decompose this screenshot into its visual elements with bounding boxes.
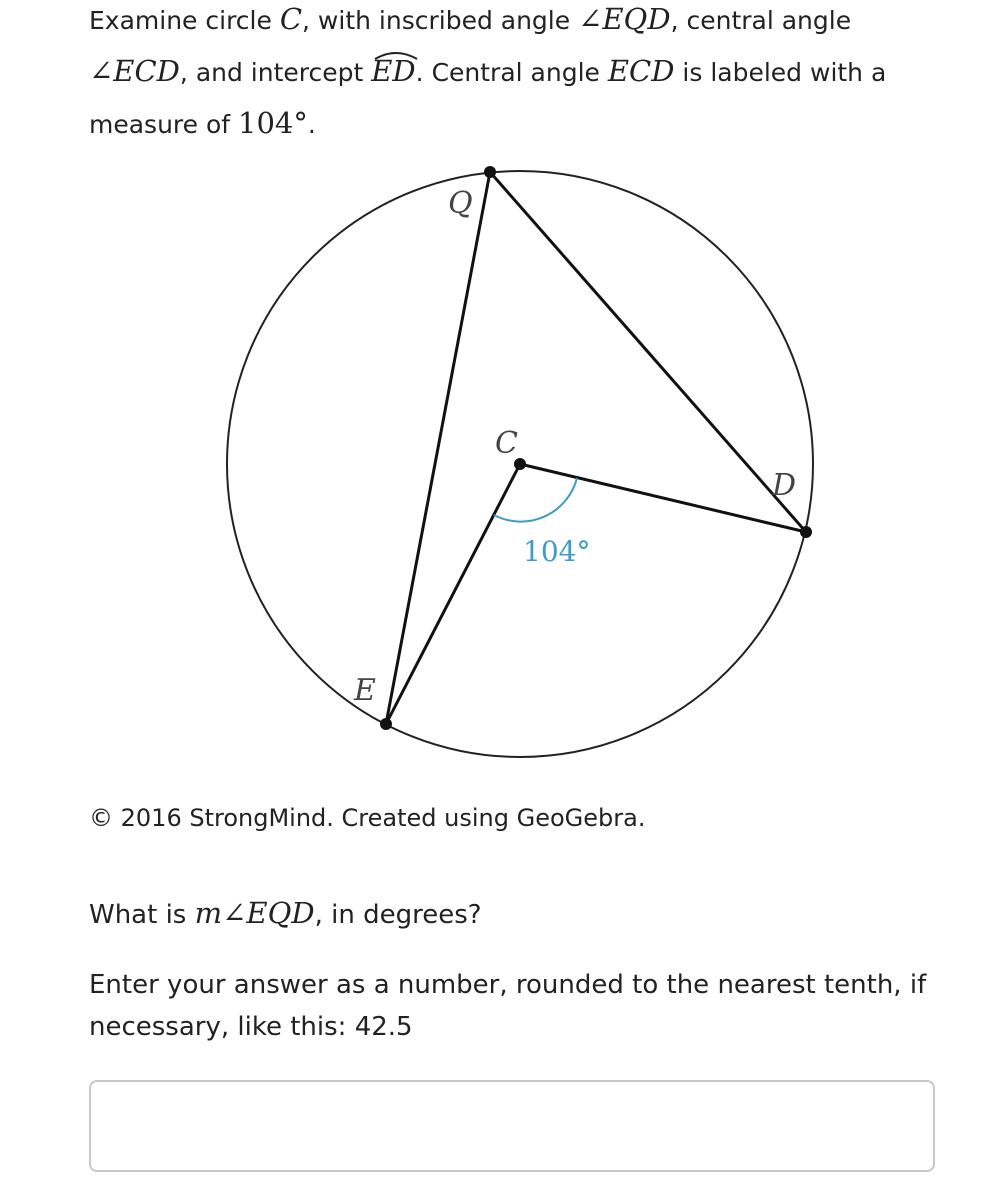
central-angle-label-name: ECD [607, 54, 675, 88]
intro-text-7: . [307, 110, 316, 139]
circle-name: C [279, 2, 303, 36]
intro-text-4: , and intercept [179, 58, 372, 87]
figure-credit: © 2016 StrongMind. Created using GeoGebra. [89, 804, 646, 832]
intro-text-2: , with inscribed angle [302, 6, 579, 35]
intro-text-3: , central angle [670, 6, 852, 35]
segment-ce [386, 464, 520, 724]
intro-text-5: . Central angle [415, 58, 608, 87]
angle-measure: 104° [238, 106, 308, 140]
point-e [380, 718, 392, 730]
question-before: What is [89, 900, 195, 930]
intro-text-1: Examine circle [89, 6, 280, 35]
answer-input[interactable] [89, 1080, 935, 1172]
label-d: D [772, 468, 797, 503]
angle-arc-ecd [494, 478, 577, 522]
segment-qe [386, 172, 490, 724]
intro-text-6: is labeled with a measure of [89, 58, 887, 139]
arc-name: ED [371, 54, 416, 88]
segment-qd [490, 172, 806, 532]
segment-cd [520, 464, 806, 532]
question-after: , in degrees? [314, 900, 482, 930]
question-text [89, 896, 482, 930]
label-e: E [354, 673, 376, 708]
label-c: C [495, 426, 518, 461]
answer-instructions: Enter your answer as a number, rounded to the nearest tenth, if necessary, like this: 42.5 [89, 970, 927, 1042]
point-q [484, 166, 496, 178]
central-angle-name: ∠ECD [89, 54, 180, 88]
question-expression: m∠EQD [194, 896, 315, 930]
inscribed-angle-name: ∠EQD [578, 2, 671, 36]
point-d [800, 526, 812, 538]
label-q: Q [448, 186, 473, 221]
angle-label-104: 104° [523, 535, 591, 568]
